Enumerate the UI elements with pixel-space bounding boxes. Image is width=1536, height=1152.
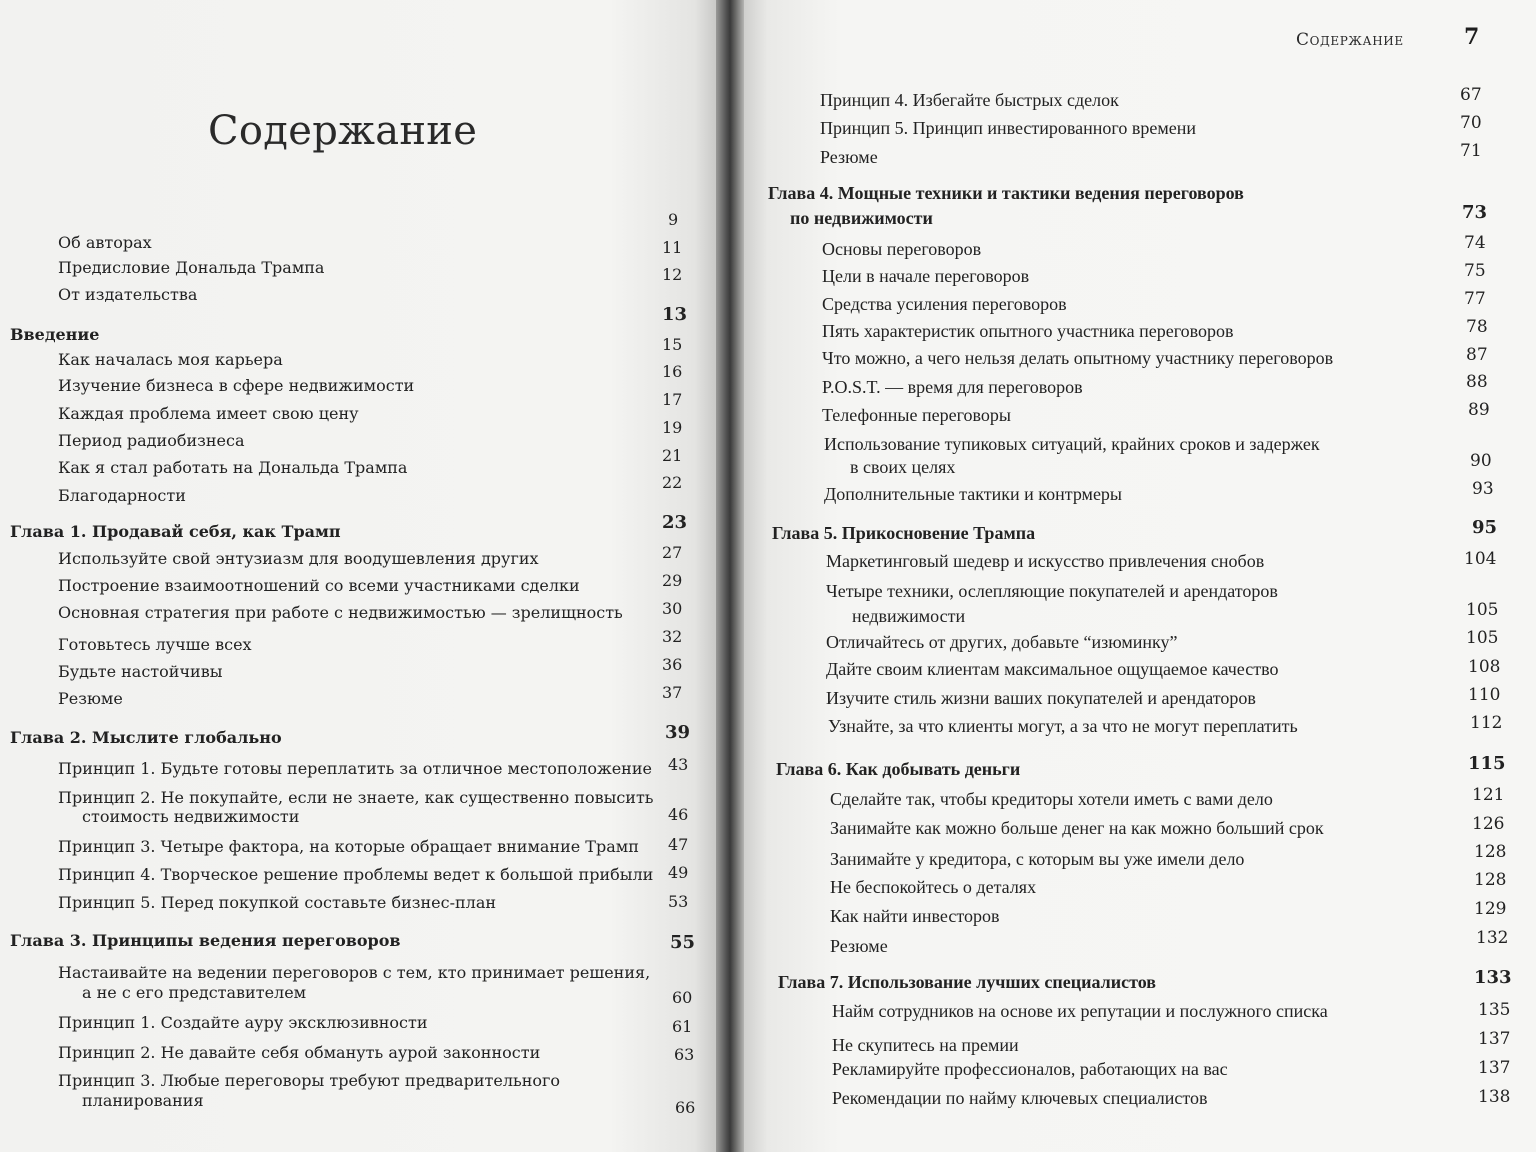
toc-entry: Построение взаимоотношений со всеми участниками сделки bbox=[58, 576, 580, 595]
toc-entry: Средства усиления переговоров bbox=[822, 294, 1067, 314]
toc-entry-continuation: а не с его представителем bbox=[82, 983, 307, 1002]
toc-entry: Принцип 4. Избегайте быстрых сделок bbox=[820, 90, 1119, 110]
toc-page-number: 87 bbox=[1466, 345, 1488, 365]
toc-entry: Найм сотрудников на основе их репутации и послужного списка bbox=[832, 1001, 1328, 1021]
toc-entry-continuation: планирования bbox=[82, 1091, 204, 1110]
toc-entry: Благодарности bbox=[58, 486, 186, 505]
toc-page-number: 53 bbox=[668, 892, 689, 911]
toc-entry: Принцип 5. Перед покупкой составьте бизнес-план bbox=[58, 893, 497, 912]
toc-page-number: 128 bbox=[1474, 870, 1507, 890]
toc-page-number: 23 bbox=[662, 512, 688, 533]
toc-entry: Будьте настойчивы bbox=[58, 662, 223, 681]
toc-entry: Резюме bbox=[58, 689, 123, 708]
toc-entry: Пять характеристик опытного участника переговоров bbox=[822, 321, 1234, 341]
toc-page-number: 70 bbox=[1460, 113, 1482, 133]
toc-page-number: 71 bbox=[1460, 141, 1482, 161]
toc-page-number: 63 bbox=[674, 1045, 695, 1064]
toc-entry: Принцип 4. Творческое решение проблемы ведет к большой прибыли bbox=[58, 865, 654, 884]
toc-page-number: 77 bbox=[1464, 289, 1486, 309]
toc-page-number: 29 bbox=[662, 571, 683, 590]
toc-heading: Глава 4. Мощные техники и тактики ведения переговоров bbox=[768, 183, 1244, 203]
toc-page-number: 137 bbox=[1478, 1029, 1511, 1049]
toc-page-number: 13 bbox=[662, 304, 688, 325]
toc-entry: Не беспокойтесь о деталях bbox=[830, 877, 1037, 897]
toc-page-number: 43 bbox=[668, 755, 689, 774]
toc-page-number: 138 bbox=[1478, 1087, 1511, 1107]
toc-page-number: 129 bbox=[1474, 899, 1507, 919]
toc-page-number: 55 bbox=[670, 932, 696, 953]
running-header-title: Содержание bbox=[1296, 30, 1404, 50]
toc-page-number: 78 bbox=[1466, 317, 1488, 337]
toc-page-number: 9 bbox=[668, 210, 679, 229]
toc-entry: От издательства bbox=[58, 285, 198, 304]
toc-entry: Используйте свой энтузиазм для воодушевления других bbox=[58, 549, 539, 568]
toc-page-number: 16 bbox=[662, 362, 683, 381]
toc-entry: Занимайте у кредитора, с которым вы уже имели дело bbox=[830, 849, 1245, 869]
toc-page-number: 115 bbox=[1468, 753, 1506, 774]
toc-entry-continuation: недвижимости bbox=[852, 606, 966, 626]
toc-entry: Четыре техники, ослепляющие покупателей и арендаторов bbox=[826, 581, 1278, 601]
toc-heading-continuation: по недвижимости bbox=[790, 208, 933, 228]
toc-page-number: 90 bbox=[1470, 451, 1492, 471]
toc-entry: Цели в начале переговоров bbox=[822, 266, 1030, 286]
page-title: Содержание bbox=[208, 108, 478, 154]
toc-entry-continuation: в своих целях bbox=[850, 457, 956, 477]
toc-page-number: 135 bbox=[1478, 1000, 1511, 1020]
toc-page-number: 37 bbox=[662, 683, 683, 702]
toc-entry: Дополнительные тактики и контрмеры bbox=[824, 484, 1123, 504]
toc-page-number: 27 bbox=[662, 543, 683, 562]
toc-heading: Глава 1. Продавай себя, как Трамп bbox=[10, 522, 341, 541]
toc-entry: Принцип 3. Любые переговоры требуют предварительного bbox=[58, 1071, 561, 1090]
toc-page-number: 32 bbox=[662, 627, 683, 646]
book-gutter bbox=[716, 0, 744, 1152]
toc-page-number: 89 bbox=[1468, 400, 1490, 420]
toc-entry: Изучение бизнеса в сфере недвижимости bbox=[58, 376, 415, 395]
toc-page-number: 39 bbox=[665, 722, 691, 743]
toc-page-number: 21 bbox=[662, 446, 683, 465]
toc-page-number: 110 bbox=[1468, 685, 1501, 705]
toc-page-number: 73 bbox=[1462, 202, 1488, 223]
toc-entry: Принцип 2. Не давайте себя обмануть аурой законности bbox=[58, 1043, 541, 1062]
toc-entry: Изучите стиль жизни ваших покупателей и арендаторов bbox=[826, 688, 1256, 708]
toc-entry: Резюме bbox=[820, 147, 878, 167]
toc-page-number: 133 bbox=[1474, 967, 1512, 988]
toc-page-number: 132 bbox=[1476, 928, 1509, 948]
toc-page-number: 66 bbox=[675, 1098, 696, 1117]
toc-page-number: 137 bbox=[1478, 1058, 1511, 1078]
toc-page-number: 112 bbox=[1470, 713, 1503, 733]
toc-page-number: 74 bbox=[1464, 233, 1486, 253]
toc-entry: Что можно, а чего нельзя делать опытному участнику переговоров bbox=[822, 348, 1334, 368]
toc-entry: Предисловие Дональда Трампа bbox=[58, 258, 325, 277]
toc-entry: Не скупитесь на премии bbox=[832, 1035, 1019, 1055]
toc-entry: Основная стратегия при работе с недвижимостью — зрелищность bbox=[58, 603, 623, 622]
toc-entry: Об авторах bbox=[58, 233, 152, 252]
toc-page-number: 67 bbox=[1460, 85, 1482, 105]
toc-entry: Телефонные переговоры bbox=[822, 405, 1012, 425]
toc-page-number: 12 bbox=[662, 265, 683, 284]
toc-page-number: 105 bbox=[1466, 600, 1499, 620]
toc-heading: Введение bbox=[10, 325, 100, 344]
toc-page-number: 104 bbox=[1464, 549, 1497, 569]
toc-entry: Как найти инвесторов bbox=[830, 906, 1000, 926]
toc-page-number: 121 bbox=[1472, 785, 1505, 805]
toc-page-number: 60 bbox=[672, 988, 693, 1007]
left-page bbox=[0, 0, 716, 1152]
toc-entry: Период радиобизнеса bbox=[58, 431, 245, 450]
toc-entry: Принцип 2. Не покупайте, если не знаете, как существенно повысить bbox=[58, 788, 654, 807]
toc-entry: Принцип 5. Принцип инвестированного времени bbox=[820, 118, 1196, 138]
toc-page-number: 15 bbox=[662, 335, 683, 354]
toc-entry: Каждая проблема имеет свою цену bbox=[58, 404, 359, 423]
toc-page-number: 61 bbox=[672, 1017, 693, 1036]
toc-entry-continuation: стоимость недвижимости bbox=[82, 807, 300, 826]
toc-page-number: 19 bbox=[662, 418, 683, 437]
toc-page-number: 126 bbox=[1472, 814, 1505, 834]
toc-heading: Глава 7. Использование лучших специалистов bbox=[778, 972, 1157, 992]
toc-heading: Глава 3. Принципы ведения переговоров bbox=[10, 931, 401, 950]
toc-entry: Узнайте, за что клиенты могут, а за что не могут переплатить bbox=[828, 716, 1298, 736]
toc-entry: Сделайте так, чтобы кредиторы хотели иметь с вами дело bbox=[830, 789, 1273, 809]
toc-page-number: 46 bbox=[668, 805, 689, 824]
toc-entry: Резюме bbox=[830, 936, 888, 956]
toc-page-number: 105 bbox=[1466, 628, 1499, 648]
toc-entry: Занимайте как можно больше денег на как можно больший срок bbox=[830, 818, 1324, 838]
toc-page-number: 128 bbox=[1474, 842, 1507, 862]
toc-entry: Рекламируйте профессионалов, работающих на вас bbox=[832, 1059, 1228, 1079]
toc-entry: Рекомендации по найму ключевых специалистов bbox=[832, 1088, 1208, 1108]
toc-page-number: 49 bbox=[668, 863, 689, 882]
toc-heading: Глава 5. Прикосновение Трампа bbox=[772, 523, 1036, 543]
toc-entry: Как началась моя карьера bbox=[58, 350, 283, 369]
toc-entry: Отличайтесь от других, добавьте “изюминку” bbox=[826, 632, 1178, 652]
toc-heading: Глава 6. Как добывать деньги bbox=[776, 759, 1021, 779]
toc-page-number: 47 bbox=[668, 835, 689, 854]
toc-entry: Принцип 3. Четыре фактора, на которые обращает внимание Трамп bbox=[58, 837, 639, 856]
toc-page-number: 108 bbox=[1468, 657, 1501, 677]
toc-page-number: 88 bbox=[1466, 372, 1488, 392]
toc-entry: P.O.S.T. — время для переговоров bbox=[822, 377, 1083, 397]
right-page bbox=[744, 0, 1536, 1152]
toc-entry: Дайте своим клиентам максимальное ощущаемое качество bbox=[826, 659, 1279, 679]
toc-page-number: 30 bbox=[662, 599, 683, 618]
toc-page-number: 93 bbox=[1472, 479, 1494, 499]
toc-entry: Как я стал работать на Дональда Трампа bbox=[58, 458, 408, 477]
toc-entry: Принцип 1. Создайте ауру эксклюзивности bbox=[58, 1013, 428, 1032]
toc-page-number: 17 bbox=[662, 390, 683, 409]
toc-entry: Использование тупиковых ситуаций, крайних сроков и задержек bbox=[824, 434, 1320, 454]
toc-page-number: 36 bbox=[662, 655, 683, 674]
toc-entry: Принцип 1. Будьте готовы переплатить за отличное местоположение bbox=[58, 759, 652, 778]
toc-page-number: 11 bbox=[662, 238, 683, 257]
page-number: 7 bbox=[1464, 24, 1480, 50]
toc-entry: Настаивайте на ведении переговоров с тем, кто принимает решения, bbox=[58, 963, 651, 982]
toc-entry: Основы переговоров bbox=[822, 239, 982, 259]
toc-page-number: 22 bbox=[662, 473, 683, 492]
toc-heading: Глава 2. Мыслите глобально bbox=[10, 728, 282, 747]
toc-entry: Готовьтесь лучше всех bbox=[58, 635, 252, 654]
toc-page-number: 75 bbox=[1464, 261, 1486, 281]
toc-page-number: 95 bbox=[1472, 517, 1498, 538]
toc-entry: Маркетинговый шедевр и искусство привлечения снобов bbox=[826, 551, 1265, 571]
